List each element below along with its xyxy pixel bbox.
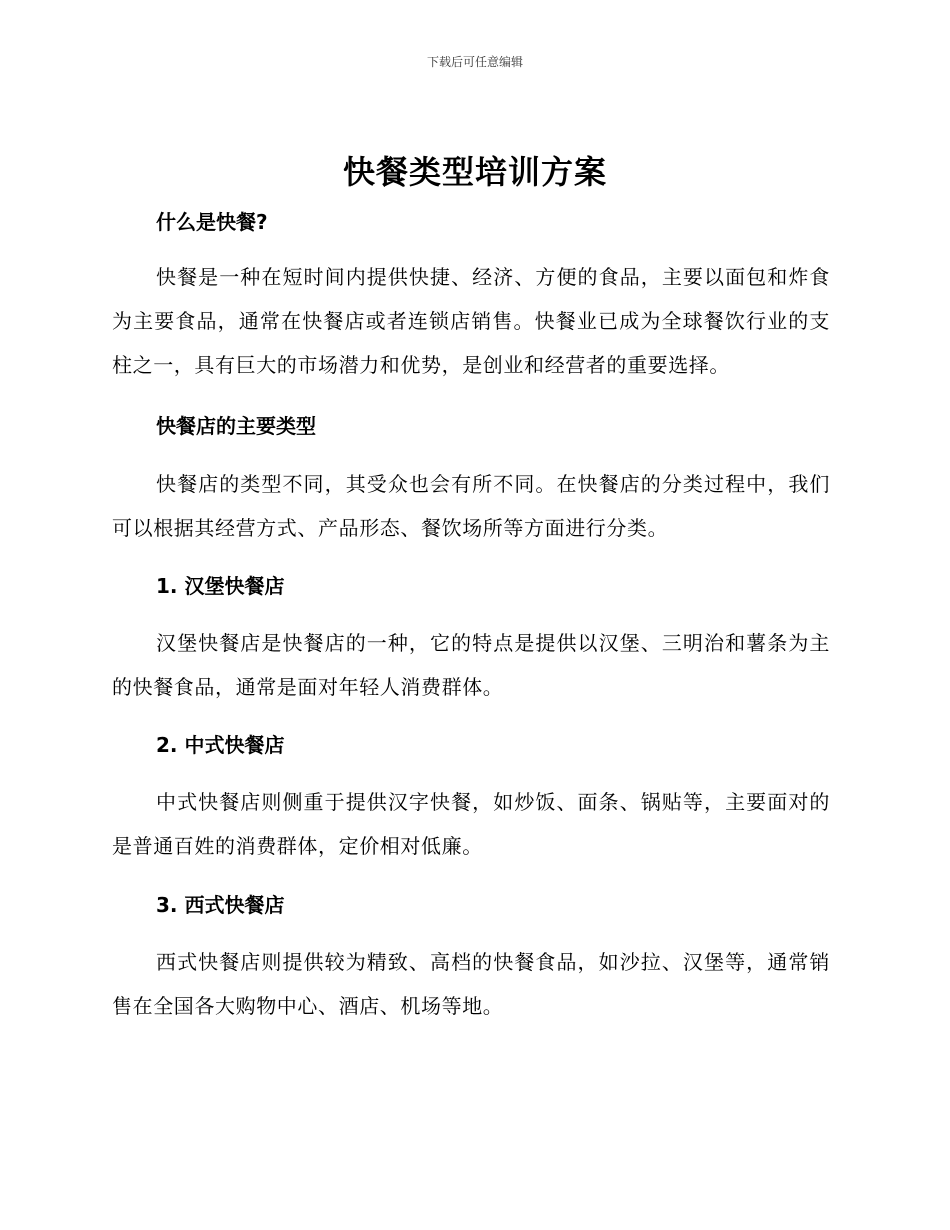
- page-header-note: 下载后可任意编辑: [426, 55, 523, 69]
- section-heading-burger-shop: 1. 汉堡快餐店: [156, 574, 285, 598]
- document-title: 快餐类型培训方案: [342, 153, 607, 191]
- section-paragraph-burger-shop: 汉堡快餐店是快餐店的一种，它的特点是提供以汉堡、三明治和薯条为主的快餐食品，通常是面对年轻人消费群体。: [112, 631, 830, 699]
- section-heading-western-shop: 3. 西式快餐店: [156, 893, 285, 917]
- section-paragraph-main-types: 快餐店的类型不同，其受众也会有所不同。在快餐店的分类过程中，我们可以根据其经营方式、产品形态、餐饮场所等方面进行分类。: [112, 472, 830, 540]
- section-paragraph-what-is-fast-food: 快餐是一种在短时间内提供快捷、经济、方便的食品，主要以面包和炸食为主要食品，通常在快餐店或者连锁店销售。快餐业已成为全球餐饮行业的支柱之一，具有巨大的市场潜力和优势，是创业和经营者的重要选择。: [112, 265, 830, 377]
- section-heading-what-is-fast-food: 什么是快餐?: [156, 210, 268, 234]
- section-paragraph-western-shop: 西式快餐店则提供较为精致、高档的快餐食品，如沙拉、汉堡等，通常销售在全国各大购物中心、酒店、机场等地。: [112, 950, 830, 1018]
- section-heading-chinese-shop: 2. 中式快餐店: [156, 733, 285, 757]
- section-paragraph-chinese-shop: 中式快餐店则侧重于提供汉字快餐，如炒饭、面条、锅贴等，主要面对的是普通百姓的消费群体，定价相对低廉。: [112, 790, 830, 858]
- section-heading-main-types: 快餐店的主要类型: [156, 414, 316, 438]
